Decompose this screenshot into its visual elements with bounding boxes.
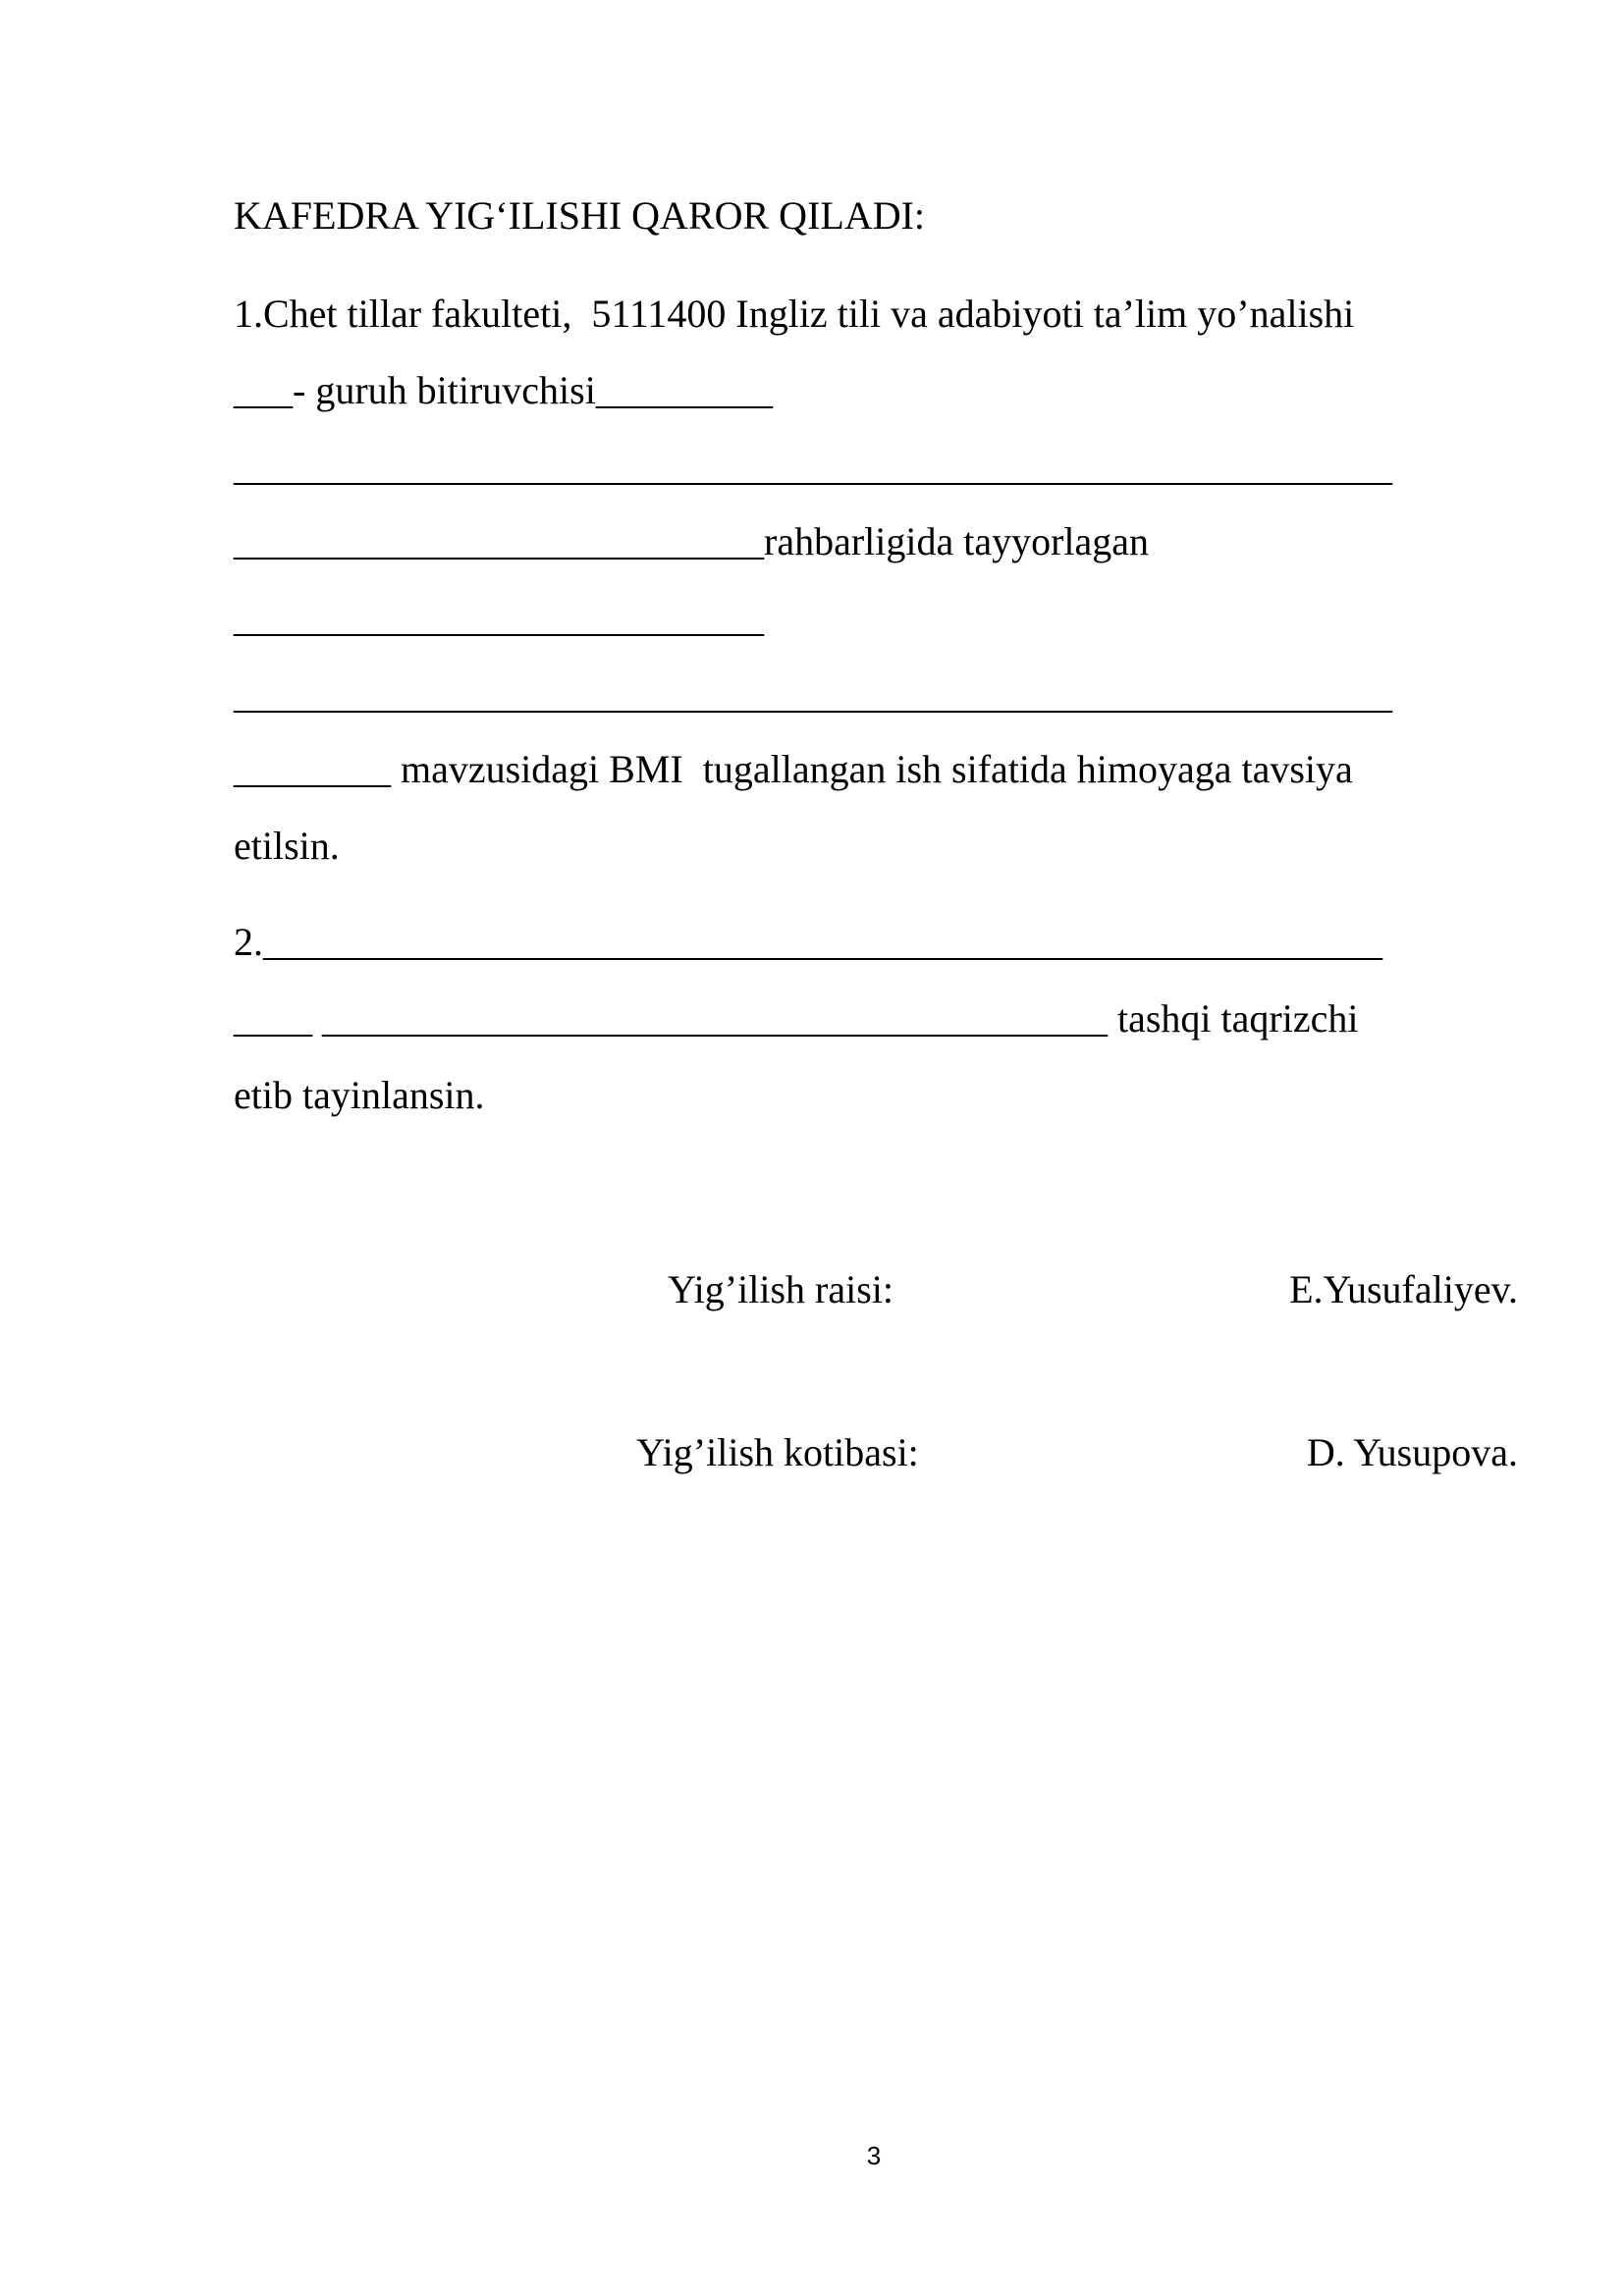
decision-line-2: ___- guruh bitiruvchisi_________ <box>234 368 773 412</box>
decision-line-reviewer: ____ ________________________________________ tashqi taqrizchi <box>234 996 1359 1041</box>
blank-line-2: ___________________________ <box>234 596 764 640</box>
chair-label: Yig’ilish raisi: <box>668 1267 893 1311</box>
decision-line-supervisor: ___________________________rahbarligida tayyorlagan <box>234 519 1150 563</box>
decision-line-topic: ________ mavzusidagi BMI tugallangan ish sifatida himoyaga tavsiya <box>234 747 1353 791</box>
blank-line-3: ___________________________________________________________ <box>234 672 1392 717</box>
decision-item-2: 2._________________________________________________________ <box>234 920 1382 964</box>
secretary-label: Yig’ilish kotibasi: <box>636 1430 919 1474</box>
blank-line-1: ___________________________________________________________ <box>234 445 1392 489</box>
decision-heading: KAFEDRA YIG‘ILISHI QAROR QILADI: <box>234 193 926 238</box>
decision-line-1: 1.Chet tillar fakulteti, 5111400 Ingliz tili va adabiyoti ta’lim yo’nalishi <box>234 292 1355 336</box>
decision-line-end: etilsin. <box>234 824 340 868</box>
page-number: 3 <box>866 2141 882 2170</box>
secretary-name: D. Yusupova. <box>1306 1430 1518 1474</box>
decision-line-appointment: etib tayinlansin. <box>234 1073 485 1117</box>
chair-name: E.Yusufaliyev. <box>1289 1267 1518 1311</box>
